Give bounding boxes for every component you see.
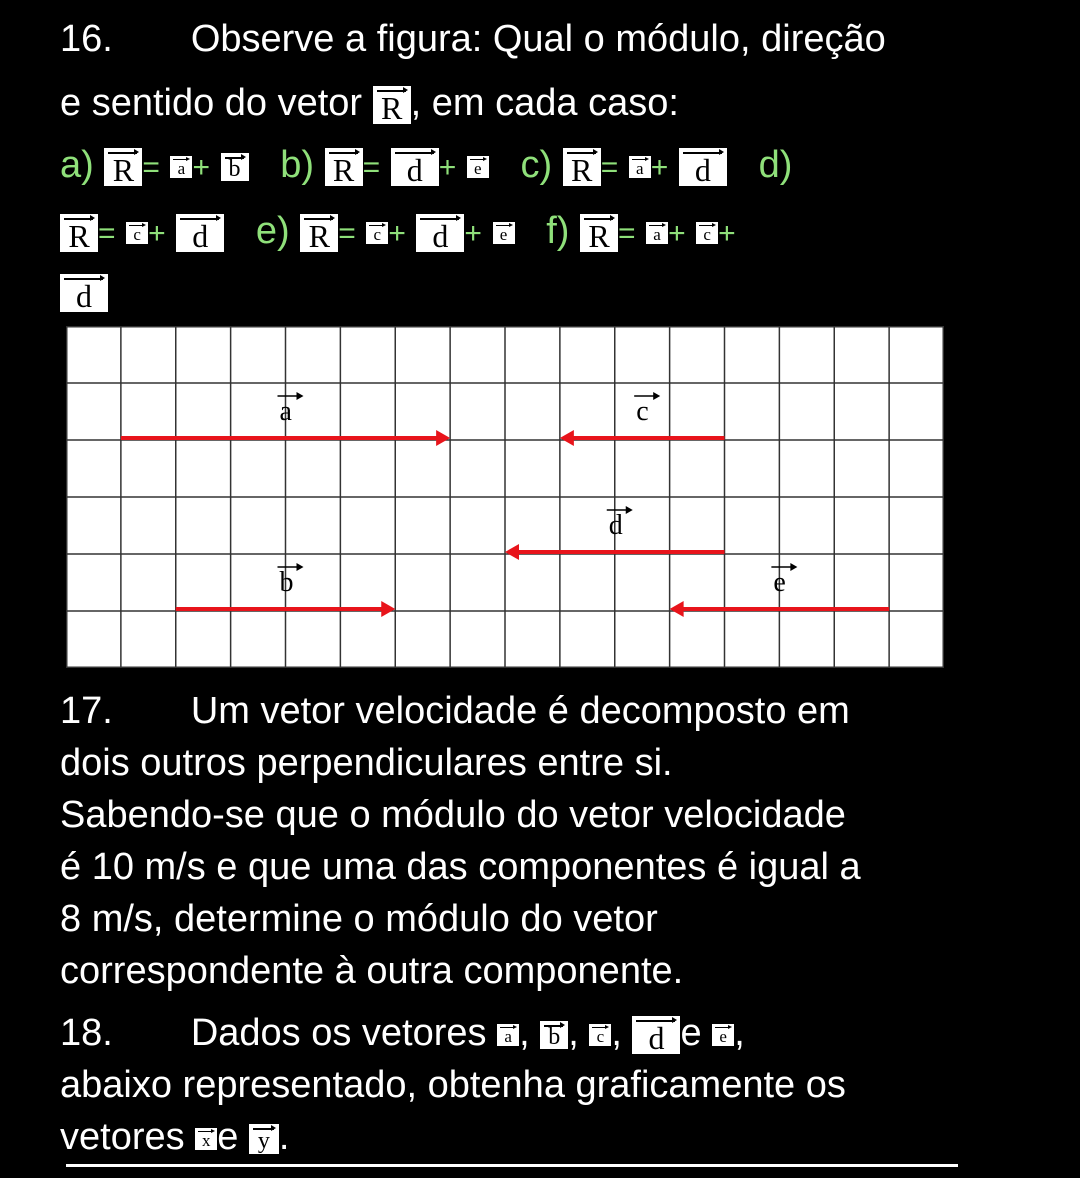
vector-c-icon: c [366, 222, 388, 244]
q16-line1 [60, 14, 1060, 64]
vector-a-icon: a [170, 156, 192, 178]
item-d-label: d) [758, 144, 793, 186]
vector-b-label-arrowhead [297, 563, 304, 571]
vector-r-icon: R [563, 148, 601, 186]
q16-prompt: Observe a figura: Qual o módulo, direção [190, 18, 886, 60]
q17-text-1: Um vetor velocidade é decomposto em [190, 690, 850, 732]
vector-c-label: c [636, 396, 649, 427]
vector-a-arrowhead [436, 430, 450, 446]
q18-text3: vetores [60, 1116, 185, 1158]
vector-d-label: d [608, 510, 623, 541]
q18-text1: Dados os vetores [190, 1012, 487, 1054]
vector-x-icon: x [195, 1128, 217, 1150]
q16-items-row3 [60, 266, 1060, 316]
vector-e-icon: e [712, 1024, 734, 1046]
vector-c-icon: c [696, 222, 718, 244]
item-e-label: e) [255, 210, 290, 252]
vector-r-icon: R [325, 148, 363, 186]
q16-items-row2: R = c + d e) R = c + d + e f) R = a + c + [60, 206, 1060, 259]
vector-r-icon: R [60, 214, 98, 252]
q16-items-row1: a) R = a + b b) R = d + e c) R = a + d d) [60, 144, 793, 188]
vector-a-icon: a [497, 1024, 519, 1046]
q17-line5 [60, 894, 1060, 944]
vector-r-icon: R [580, 214, 618, 252]
item-a-label: a) [60, 144, 94, 186]
vector-d-icon: d [176, 214, 224, 252]
q16-number: 16. [60, 18, 113, 60]
item-b-label: b) [280, 144, 315, 186]
q17-line6 [60, 946, 1060, 996]
q18-text2: abaixo representado, obtenha graficamente os [60, 1064, 846, 1106]
q17-text-5: 8 m/s, determine o módulo do vetor [60, 898, 658, 940]
vector-d-arrowhead [505, 544, 519, 560]
q17-text-3: Sabendo-se que o módulo do vetor velocidade [60, 794, 846, 836]
q17-text-2: dois outros perpendiculares entre si. [60, 742, 673, 784]
q17-text-4: é 10 m/s e que uma das componentes é igual a [60, 846, 861, 888]
vector-c-icon: c [589, 1024, 611, 1046]
vector-d-icon: d [632, 1016, 680, 1054]
item-f-label: f) [546, 210, 570, 252]
next-grid-edge [66, 1164, 958, 1178]
q16-prompt2: e sentido do vetor [60, 82, 363, 124]
vector-d-icon: d [60, 274, 108, 312]
item-c-label: c) [520, 144, 553, 186]
vector-b-arrowhead [381, 601, 395, 617]
q16-line2 [60, 78, 1060, 128]
vector-y-icon: y [249, 1124, 279, 1154]
vector-e-icon: e [493, 222, 515, 244]
vector-c-icon: c [126, 222, 148, 244]
vector-r-icon: R [104, 148, 142, 186]
vector-d-label-arrowhead [626, 506, 633, 514]
vector-r-icon: R [300, 214, 338, 252]
vector-e-icon: e [467, 156, 489, 178]
vector-d-icon: d [391, 148, 439, 186]
vector-r-icon: R [373, 86, 411, 124]
vector-e-label: e [773, 567, 786, 598]
q17-text-6: correspondente à outra componente. [60, 950, 684, 992]
q17-line2 [60, 738, 1060, 788]
vector-a-label: a [279, 396, 292, 427]
q18-number: 18. [60, 1012, 113, 1054]
vector-b-icon: b [540, 1021, 568, 1049]
q17-line3 [60, 790, 1060, 840]
q18-line2 [60, 1060, 1060, 1110]
grid-svg [66, 326, 944, 668]
vector-a-icon: a [629, 156, 651, 178]
vector-c-label-arrowhead [653, 392, 660, 400]
vector-grid-figure [66, 326, 944, 668]
q17-line4 [60, 842, 1060, 892]
q17-number: 17. [60, 690, 113, 732]
vector-e-label-arrowhead [790, 563, 797, 571]
q17-line1 [60, 686, 1060, 736]
vector-e-arrowhead [670, 601, 684, 617]
vector-b-label: b [279, 567, 294, 598]
q16-prompt3: , em cada caso: [410, 82, 679, 124]
vector-a-icon: a [646, 222, 668, 244]
vector-d-icon: d [416, 214, 464, 252]
q18-line1: 18. Dados os vetores a , b , c , d e e , [60, 1012, 745, 1056]
vector-c-arrowhead [560, 430, 574, 446]
vector-d-icon: d [679, 148, 727, 186]
vector-b-icon: b [221, 153, 249, 181]
q18-line3: vetores x e y . [60, 1116, 290, 1158]
vector-a-label-arrowhead [297, 392, 304, 400]
